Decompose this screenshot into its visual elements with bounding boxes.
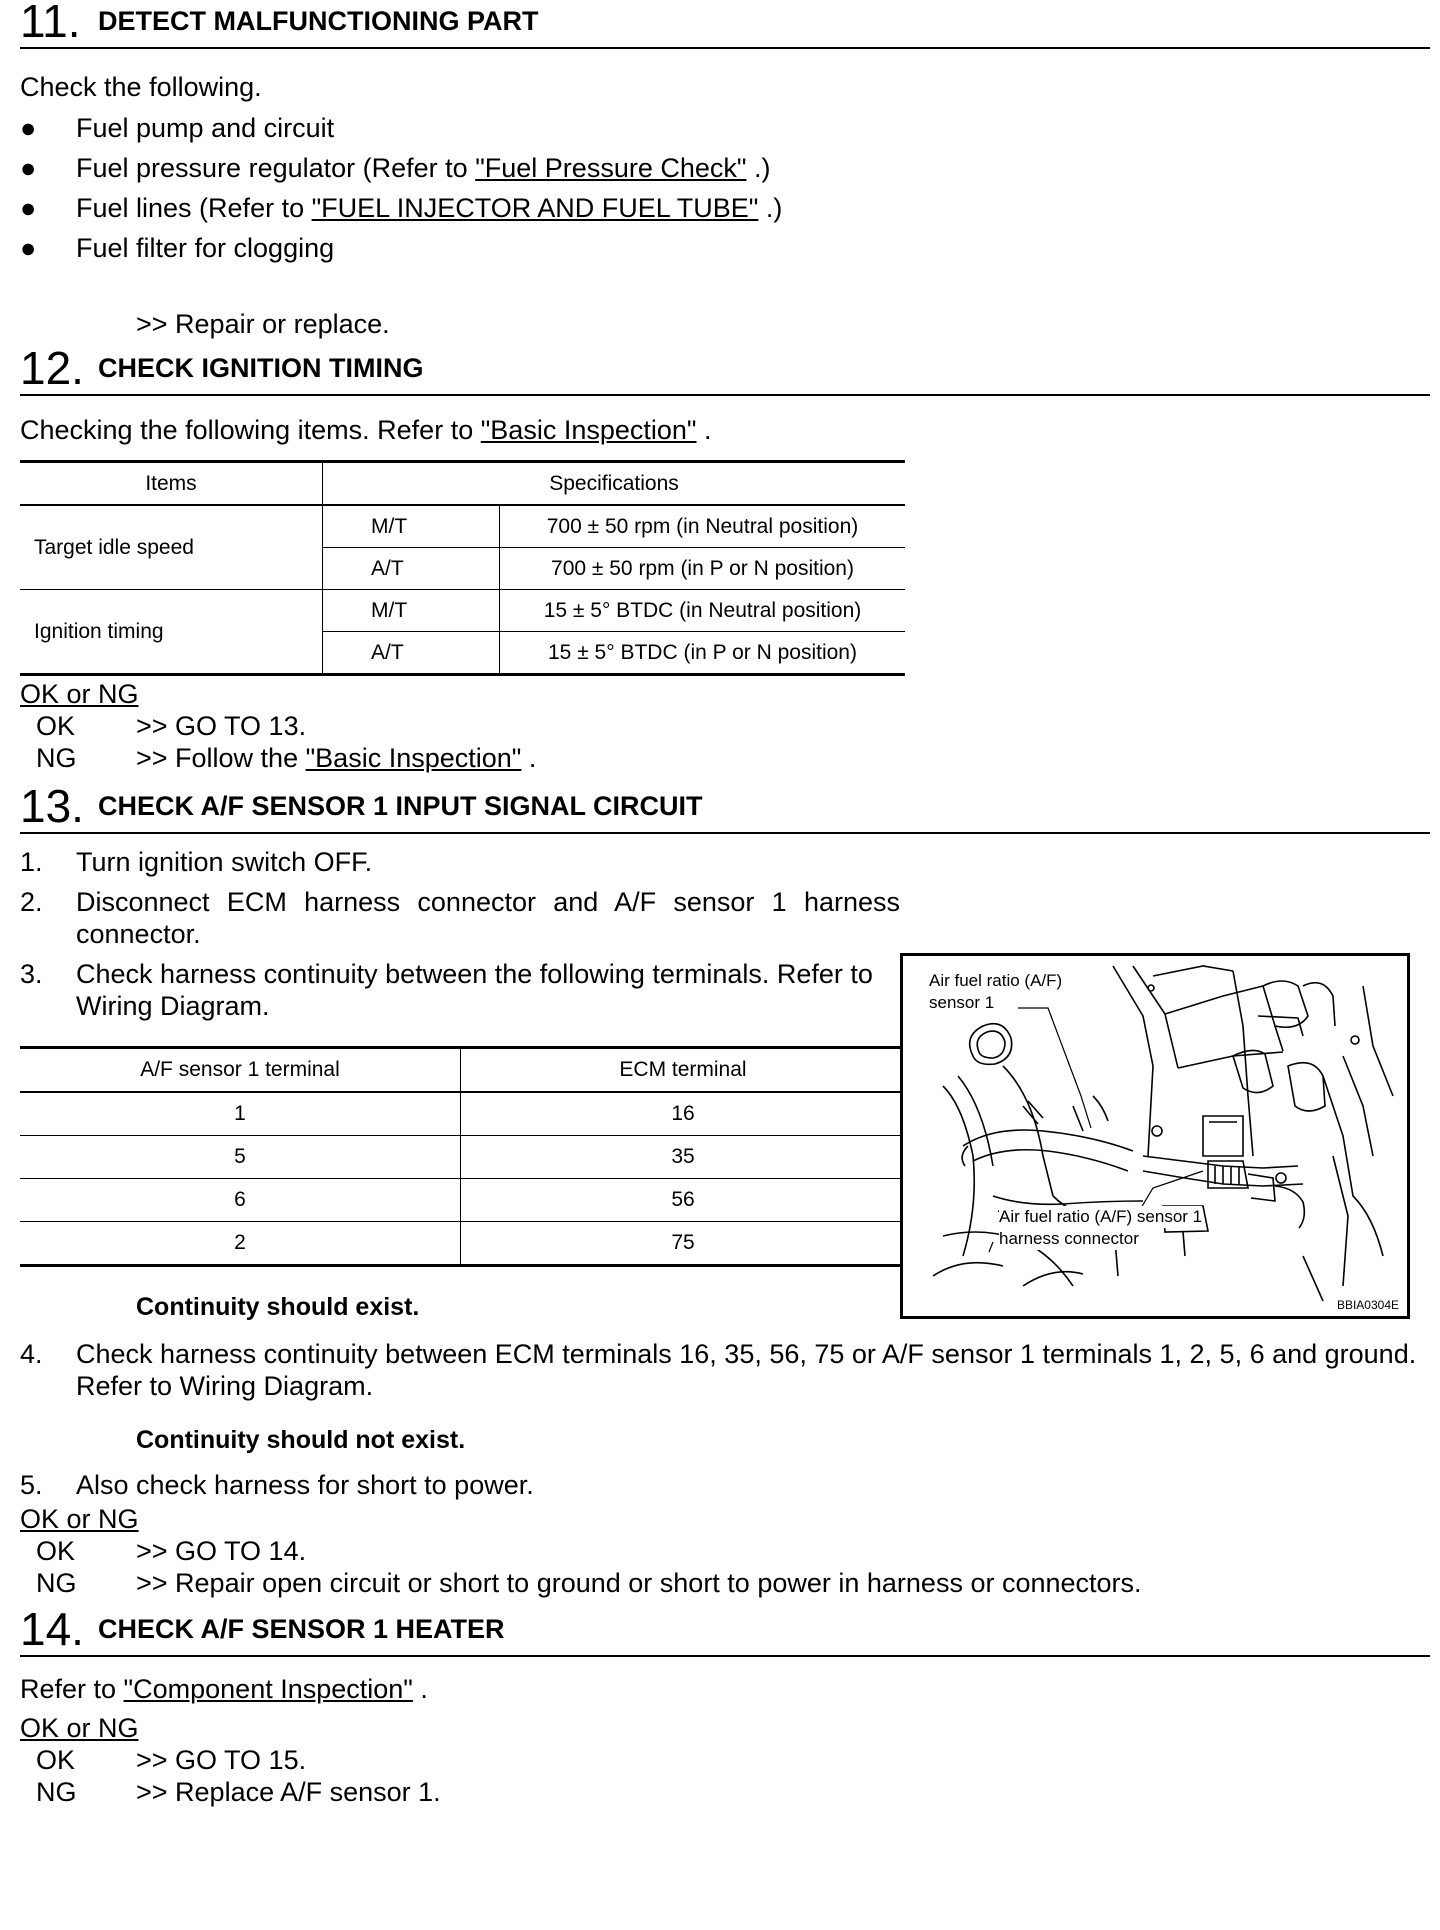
item-text: Also check harness for short to power. [76,1470,534,1500]
step-number: 13. [20,780,84,832]
basic-inspection-link[interactable]: "Basic Inspection" [480,415,697,445]
bullet-icon: ● [20,153,37,183]
result-ng [20,742,1430,774]
result-key: OK [36,1745,76,1775]
transmission-label: A/T [323,632,500,675]
sensor-label: Air fuel ratio (A/F) [929,971,1063,990]
ecm-terminal: 56 [461,1179,906,1222]
fuel-pressure-check-link[interactable]: "Fuel Pressure Check" [475,153,747,183]
item-text: Fuel filter for clogging [76,233,335,263]
table-row [20,1092,905,1136]
continuity-note: Continuity should exist. [136,1293,420,1321]
list-item [20,148,1430,188]
ecm-terminal: 75 [461,1222,906,1266]
sensor-terminal: 1 [20,1092,461,1136]
ecm-terminal: 35 [461,1136,906,1179]
item-text: Check harness continuity between the following terminals. Refer to Wiring Diagram. [76,959,873,1021]
item-number: 3. [20,959,43,989]
bullet-icon: ● [20,113,37,143]
result-ng [20,1567,1430,1599]
intro-text: Refer to [20,1674,124,1704]
step-12-header [20,341,1430,396]
header-ecm-terminal: ECM terminal [461,1048,906,1093]
connector-label: Air fuel ratio (A/F) sensor 1 [999,1207,1203,1226]
step-title: CHECK A/F SENSOR 1 INPUT SIGNAL CIRCUIT [98,791,703,821]
list-item [20,846,900,878]
result-action: >> GO TO 15. [136,1745,307,1775]
ok-or-ng-heading: OK or NG [20,1713,139,1743]
spec-value: 700 ± 50 rpm (in Neutral position) [500,505,906,548]
transmission-label: A/T [323,548,500,590]
result-key: NG [36,1777,77,1807]
list-item [20,1338,1430,1402]
result-ok [20,1744,1430,1776]
item-text-post: .) [746,153,771,183]
step-title: CHECK IGNITION TIMING [98,353,424,383]
step-number: 12. [20,342,84,394]
transmission-label: M/T [323,505,500,548]
list-item [20,886,900,950]
result-key: NG [36,743,77,773]
result-action: >> Follow the [136,743,306,773]
intro-text-post: . [412,1674,428,1704]
step-11-header [20,0,1430,49]
result-action: >> Repair open circuit or short to ground or short to power in harness or connectors. [136,1568,1142,1598]
step-intro [20,414,1430,447]
result-ok [20,710,1430,742]
intro-text-post: . [696,415,712,445]
header-specifications: Specifications [323,462,906,506]
terminal-table [20,1046,905,1267]
table-row [20,1222,905,1266]
step-number: 14. [20,1603,84,1655]
component-inspection-link[interactable]: "Component Inspection" [123,1674,413,1704]
check-list [20,108,1430,268]
list-item [20,228,1430,268]
item-number: 4. [20,1339,43,1369]
table-row [20,505,905,548]
step-intro [20,1673,1430,1706]
item-text: Fuel pump and circuit [76,113,335,143]
step-number: 11. [20,0,81,47]
header-items: Items [20,462,323,506]
result-action: >> GO TO 13. [136,711,307,741]
result-ok [20,1535,1430,1567]
procedure-page [20,0,1430,1808]
table-header-row [20,1048,905,1093]
item-number: 5. [20,1470,43,1500]
item-text: Turn ignition switch OFF. [76,847,373,877]
item-text-post: .) [758,193,783,223]
sensor-terminal: 6 [20,1179,461,1222]
item-number: 2. [20,887,43,917]
intro-text: Checking the following items. Refer to [20,415,481,445]
sensor-terminal: 5 [20,1136,461,1179]
step-14-header [20,1599,1430,1657]
basic-inspection-link[interactable]: "Basic Inspection" [305,743,522,773]
specifications-table [20,460,905,676]
bullet-icon: ● [20,193,37,223]
sensor-terminal: 2 [20,1222,461,1266]
item-number: 1. [20,847,43,877]
header-sensor-terminal: A/F sensor 1 terminal [20,1048,461,1093]
sensor-label: sensor 1 [929,993,995,1012]
ecm-terminal: 16 [461,1092,906,1136]
continuity-note: Continuity should not exist. [136,1426,466,1454]
table-row [20,1179,905,1222]
result-key: OK [36,1536,76,1566]
item-text: Disconnect ECM harness connector and A/F sensor 1 harness connector. [76,887,900,949]
spec-value: 700 ± 50 rpm (in P or N position) [500,548,906,590]
bullet-icon: ● [20,233,37,263]
ok-or-ng-heading: OK or NG [20,1504,139,1534]
item-text: Fuel pressure regulator (Refer to [76,153,476,183]
transmission-label: M/T [323,590,500,632]
list-item [20,108,1430,148]
connector-label: harness connector [999,1229,1139,1248]
result-key: OK [36,711,76,741]
list-item [20,958,900,1022]
fuel-injector-link[interactable]: "FUEL INJECTOR AND FUEL TUBE" [311,193,759,223]
item-text: Fuel lines (Refer to [76,193,312,223]
ok-or-ng-heading: OK or NG [20,679,139,709]
step-title: CHECK A/F SENSOR 1 HEATER [98,1614,505,1644]
result-action-post: . [521,743,537,773]
numbered-list [20,846,900,1022]
sensor-location-figure [900,953,1410,1319]
list-item [20,1469,1430,1501]
item-name: Ignition timing [20,590,323,675]
step-action: >> Repair or replace. [136,309,390,339]
step-13-header [20,774,1430,834]
table-row [20,590,905,632]
figure-code: BBIA0304E [1336,1298,1399,1312]
list-item [20,188,1430,228]
result-action: >> Replace A/F sensor 1. [136,1777,441,1807]
item-name: Target idle speed [20,505,323,590]
spec-value: 15 ± 5° BTDC (in P or N position) [500,632,906,675]
result-action: >> GO TO 14. [136,1536,307,1566]
table-row [20,1136,905,1179]
result-key: NG [36,1568,77,1598]
step-title: DETECT MALFUNCTIONING PART [98,6,539,36]
result-ng [20,1776,1430,1808]
spec-value: 15 ± 5° BTDC (in Neutral position) [500,590,906,632]
item-text: Check harness continuity between ECM terminals 16, 35, 56, 75 or A/F sensor 1 terminals 1, 2, 5, 6 and ground. Refer to Wiring Diagram. [76,1339,1417,1401]
step-intro: Check the following. [20,72,262,102]
table-header-row [20,462,905,506]
